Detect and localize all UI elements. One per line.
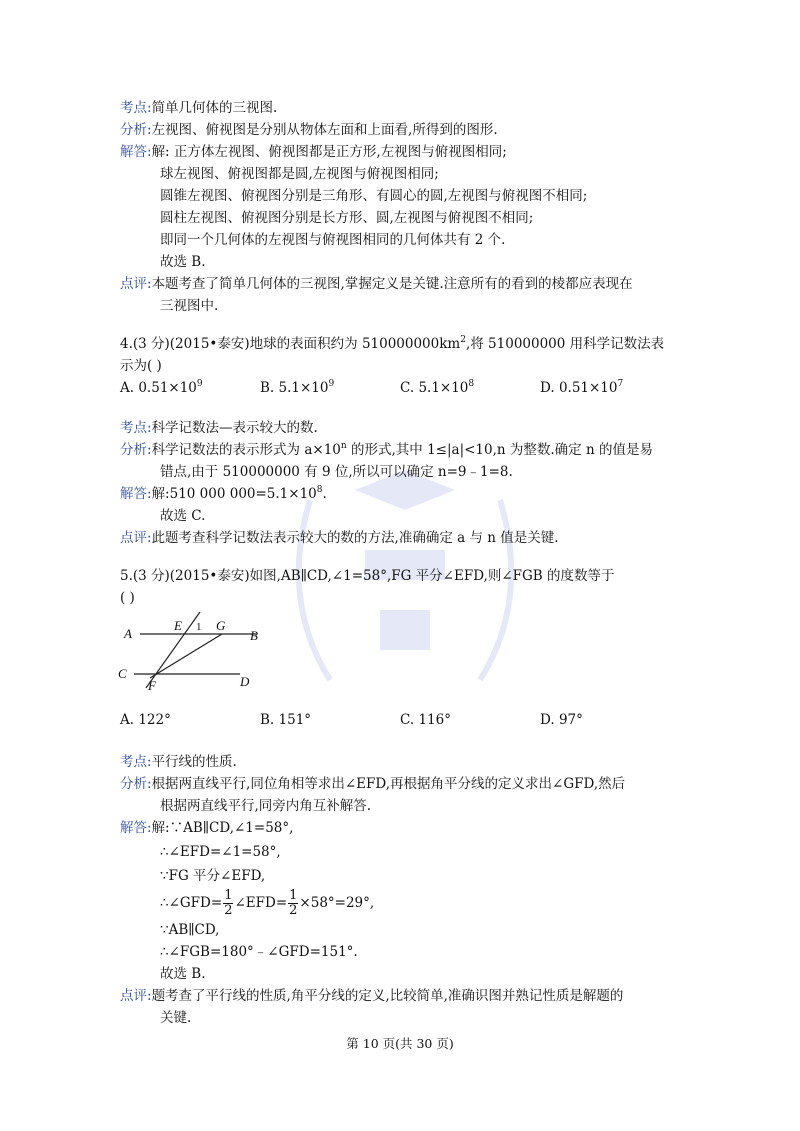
q3-kaodian-label: 考点: [120,100,152,116]
fraction-half-2 [288,889,298,918]
q5-jieda-5: ∵AB∥CD, [160,922,220,938]
option-label: B. [260,380,275,396]
frac-den: 2 [224,903,233,918]
q5-fenxi-1: 根据两直线平行,同位角相等求出∠EFD,再根据角平分线的定义求出∠GFD,然后 [151,776,626,792]
option-value: 5.1×10 [418,380,469,396]
q3-jieda-6: 故选 B. [160,254,206,270]
q4-fenxi-2: 错点,由于 510000000 有 9 位,所以可以确定 n=9﹣1=8. [160,464,513,480]
q3-jieda-2: 球左视图、俯视图都是圆,左视图与俯视图相同; [160,166,439,182]
frac-num: 1 [224,888,233,903]
q4-jieda-label: 解答: [120,486,152,502]
option-value: 97° [558,712,583,728]
q3-fenxi-line [120,120,498,140]
q3-jieda-1: 解: 正方体左视图、俯视图都是正方形,左视图与俯视图相同; [151,144,507,160]
option-value: 0.51×10 [558,380,618,396]
q5-option-b [260,710,311,730]
q4-stem-sup: 2 [460,335,466,345]
q3-fenxi-label: 分析: [120,122,152,138]
q4-option-d [540,378,623,398]
option-label: A. [120,712,135,728]
option-exp: 9 [328,379,335,389]
option-label: A. [120,380,135,396]
q4-option-a [120,378,203,398]
q4-stem-line2: 示为( ) [120,358,162,374]
option-value: 0.51×10 [138,380,197,396]
q5-dianping-label: 点评: [120,988,152,1004]
label-c: C [118,666,127,681]
label-angle-1: 1 [196,621,202,633]
q4-fenxi-label: 分析: [120,442,152,458]
q3-jieda-label: 解答: [120,144,152,160]
q4-jieda-sup: 8 [316,485,323,495]
q4-fenxi-1a: 科学记数法的表示形式为 a×10 [151,442,341,458]
q3-dianping-1: 本题考查了简单几何体的三视图,掌握定义是关键.注意所有的看到的棱都应表现在 [151,276,633,292]
q5-fenxi-line [120,774,625,794]
q3-fenxi-text: 左视图、俯视图是分别从物体左面和上面看,所得到的图形. [151,122,498,138]
q5-option-c [400,710,451,730]
label-d: D [240,674,250,689]
option-value: 116° [418,712,451,728]
q3-jieda-5: 即同一个几何体的左视图与俯视图相同的几何体共有 2 个. [160,232,506,248]
q5-jieda-line [120,818,293,838]
q5-jieda-4c: ×58°=29°, [299,895,375,911]
label-b: B [250,628,258,643]
q4-stem-a: 4.(3 分)(2015•泰安)地球的表面积约为 510000000km [120,336,461,352]
option-label: C. [400,712,415,728]
label-a: A [124,626,132,641]
q4-dianping-line [120,528,559,548]
fraction-half [223,889,233,918]
q3-dianping-line [120,274,633,294]
label-f: F [148,678,156,690]
line-fg [150,634,222,678]
q5-stem-line2: ( ) [120,590,135,606]
q3-kaodian-text: 简单几何体的三视图. [151,100,278,116]
q4-jieda-2: 故选 C. [160,508,206,524]
q5-dianping-1: 题考查了平行线的性质,角平分线的定义,比较简单,准确识图并熟记性质是解题的 [151,988,624,1004]
q3-kaodian-line [120,98,277,118]
q5-option-a [120,710,171,730]
q4-kaodian-text: 科学记数法—表示较大的数. [151,420,318,436]
label-e: E [174,618,182,633]
option-label: D. [540,380,555,396]
q4-fenxi-sup: n [340,441,347,451]
option-value: 5.1×10 [278,380,329,396]
q3-dianping-2: 三视图中. [160,298,219,314]
q5-jieda-4b: ∠EFD= [234,895,288,911]
option-label: B. [260,712,275,728]
q4-option-c [400,378,474,398]
frac-den: 2 [289,903,298,918]
q5-dianping-line [120,986,623,1006]
option-value: 122° [138,712,171,728]
q5-fenxi-label: 分析: [120,776,152,792]
q5-jieda-2: ∴∠EFD=∠1=58°, [160,844,281,860]
q4-fenxi-1b: 的形式,其中 1≤|a|<10,n 为整数.确定 n 的值是易 [346,442,653,458]
q5-fenxi-2: 根据两直线平行,同旁内角互补解答. [160,798,372,814]
option-label: D. [540,712,555,728]
q5-kaodian-text: 平行线的性质. [151,754,237,770]
q4-jieda-1b: . [322,486,327,502]
q3-dianping-label: 点评: [120,276,152,292]
q5-jieda-4a: ∴∠GFD= [160,895,223,911]
q4-dianping-text: 此题考查科学记数法表示较大的数的方法,准确确定 a 与 n 值是关键. [151,530,559,546]
q4-dianping-label: 点评: [120,530,152,546]
q5-jieda-6: ∴∠FGB=180°﹣∠GFD=151°. [160,944,358,960]
page-footer: 第 10 页(共 30 页) [346,1036,454,1051]
q3-jieda-3: 圆锥左视图、俯视图分别是三角形、有圆心的圆,左视图与俯视图不相同; [160,188,588,204]
q4-jieda-1a: 解:510 000 000=5.1×10 [151,486,317,502]
option-exp: 8 [468,379,475,389]
q5-kaodian-label: 考点: [120,754,152,770]
parallel-lines-figure [118,610,268,690]
q4-stem-b: ,将 510000000 用科学记数法表 [465,336,665,352]
q5-dianping-2: 关键. [160,1010,192,1026]
q4-kaodian-label: 考点: [120,420,152,436]
q3-jieda-line [120,142,507,162]
q5-kaodian-line [120,752,237,772]
q4-option-b [260,378,334,398]
option-label: C. [400,380,415,396]
label-g: G [216,618,226,633]
q4-stem-line1 [120,334,664,354]
q5-jieda-label: 解答: [120,820,152,836]
q5-jieda-7: 故选 B. [160,966,206,982]
q5-jieda-4 [160,886,374,920]
q4-kaodian-line [120,418,318,438]
q5-stem-line1: 5.(3 分)(2015•泰安)如图,AB∥CD,∠1=58°,FG 平分∠EFD,则∠FGB 的度数等于 [120,568,615,584]
q4-jieda-line [120,484,327,504]
q5-jieda-1: 解:∵AB∥CD,∠1=58°, [151,820,294,836]
option-exp: 7 [617,379,624,389]
q5-jieda-3: ∵FG 平分∠EFD, [160,868,266,884]
q3-jieda-4: 圆柱左视图、俯视图分别是长方形、圆,左视图与俯视图不相同; [160,210,534,226]
q4-fenxi-line [120,440,653,460]
q5-option-d [540,710,583,730]
option-value: 151° [278,712,312,728]
frac-num: 1 [289,888,298,903]
option-exp: 9 [196,379,203,389]
line-ef [146,612,200,688]
